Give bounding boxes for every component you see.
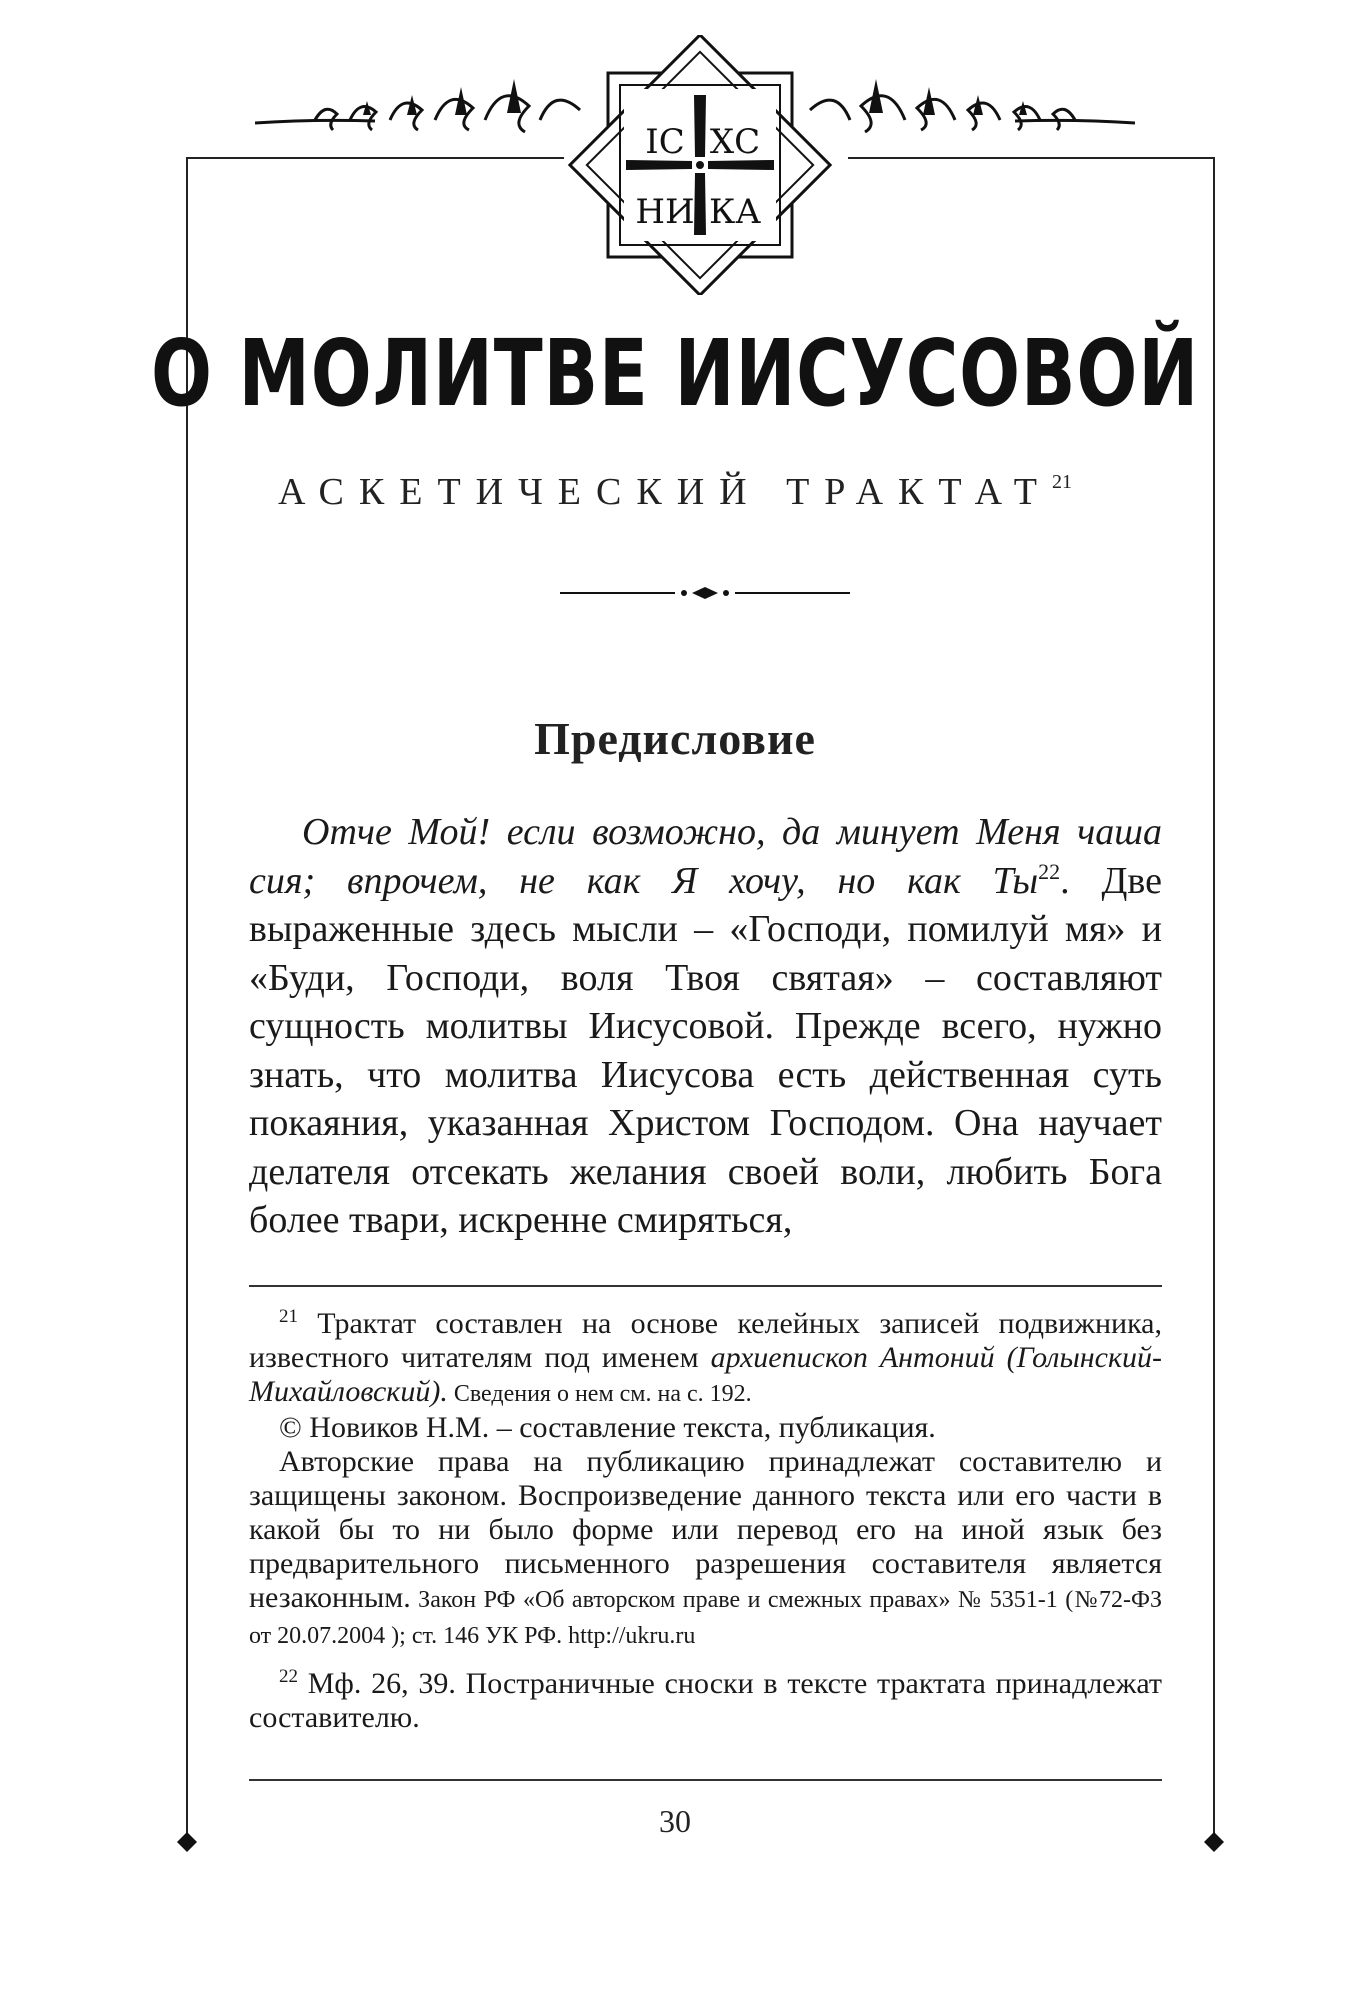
page-number: 30 (659, 1803, 691, 1839)
footnote-21 (249, 1307, 1162, 1411)
footnote-22-text: Постраничные сноски в тексте трактата принадлежат составителю. (249, 1667, 1162, 1734)
footnote-21-rights (249, 1445, 1162, 1653)
emblem-text-ka: КА (708, 192, 762, 232)
frame-right (1213, 157, 1215, 1841)
subtitle-text: АСКЕТИЧЕСКИЙ ТРАКТАТ (278, 471, 1052, 513)
flourish-left-icon (255, 65, 595, 135)
quote-italic: Отче Мой! если возможно, да минует Меня чаша сия; впрочем, не как Я хочу, но как Ты (249, 811, 1162, 902)
footnote-21-law: Закон РФ «Об авторском праве и смежных правах» № 5351-1 (№72-ФЗ от 20.07.2004 ); ст. 146 УК РФ. http://ukru.ru (249, 1587, 1162, 1649)
footnote-22 (249, 1667, 1162, 1735)
emblem-text-ni: НИ (635, 192, 695, 232)
subtitle-footnote-ref[interactable]: 21 (1052, 471, 1072, 493)
subtitle (0, 470, 1350, 514)
footnote-21-rights-text: Авторские права на публикацию принадлежат составителю и защищены законом. Воспроизведение данного текста или его части в какой бы то ни было форме или перевод его на иной язык без предварительного письменного разрешения составителя является незаконным. (249, 1445, 1162, 1614)
footnote-21-copyright: © Новиков Н.М. – составление текста, публикация. (279, 1411, 936, 1444)
flourish-right-icon (795, 65, 1135, 135)
frame-top-right (848, 157, 1215, 159)
section-title: Предисловие (534, 713, 816, 764)
body-paragraph-text: . Две выраженные здесь мысли – «Господи, помилуй мя» и «Буди, Господи, воля Твоя святая» – составляют сущность молитвы Иисусовой. Прежде всего, нужно знать, что молитва Иисусова есть действенная суть покаяния, указанная Христом Господом. Она научает делателя отсекать желания своей воли, любить Бога более твари, искренне смиряться, (249, 859, 1162, 1241)
footnote-21-text: Трактат составлен на основе келейных записей подвижника, известного читателям под именем (249, 1307, 1163, 1374)
cross-emblem-icon (565, 35, 835, 295)
footnote-21-see-page: Сведения о нем см. на с. 192. (447, 1381, 752, 1407)
body-text (249, 808, 1162, 1245)
quote-footnote-ref[interactable]: 22 (1038, 858, 1061, 884)
footnotes (249, 1307, 1162, 1735)
footnote-22-ref: Мф. 26, 39. (307, 1667, 456, 1700)
emblem-text-ic: ІС (645, 122, 685, 162)
frame-top-left (186, 157, 564, 159)
footnote-21-number: 21 (279, 1306, 298, 1327)
emblem-text-xc: ХС (709, 122, 761, 162)
page-title: О МОЛИТВЕ ИИСУСОВОЙ (150, 320, 1200, 427)
body-paragraph (249, 808, 1162, 1245)
footnote-separator (249, 1285, 1162, 1287)
divider-ornament-icon (560, 583, 850, 603)
footnote-22-number: 22 (279, 1666, 298, 1687)
footnote-21-author: архиепископ Антоний (Голынский-Михайловский). (249, 1341, 1163, 1408)
bottom-separator (249, 1779, 1162, 1781)
